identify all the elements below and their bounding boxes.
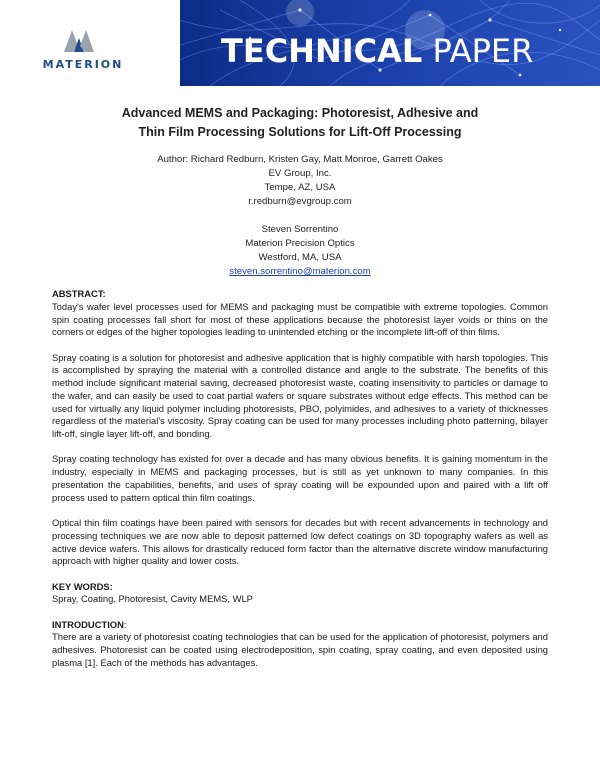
materion-logo [0, 0, 180, 86]
author-email-link-2[interactable]: steven.sorrentino@materion.com [229, 266, 371, 277]
abstract-paragraph-3: Spray coating technology has existed for over a decade and has many obvious benefits. It is gaining momentum in the industry, especially in MEMS and packaging processes, but is still as yet unknown to many companies. In this presentation the capabilities, benefits, and uses of spray coating will be expounded upon and paired with a lift off process used to pattern optical thin film coatings. [52, 453, 548, 503]
materion-mark-icon [64, 30, 94, 52]
banner-title-light: PAPER [422, 32, 534, 70]
paper-title-line-2: Thin Film Processing Solutions for Lift-Off Processing [138, 125, 462, 139]
abstract-paragraph-4: Optical thin film coatings have been paired with sensors for decades but with recent advancements in technology and processing techniques we are now able to deposit patterned low defect coatings on 3D topography wafers as well as active device wafers. This allows for drastically reduced form factor than the alternative discrete window manufacturing approach with higher quality and lower costs. [52, 517, 548, 567]
banner-title [221, 32, 534, 70]
page-header [0, 0, 600, 86]
author-names: Author: Richard Redburn, Kristen Gay, Matt Monroe, Garrett Oakes [157, 154, 443, 165]
paper-title-line-1: Advanced MEMS and Packaging: Photoresist, Adhesive and [121, 106, 479, 120]
introduction-heading [52, 619, 548, 632]
author-email-1: r.redburn@evgroup.com [248, 196, 352, 207]
author-name-2: Steven Sorrentino [261, 224, 339, 235]
author-affiliation-1: EV Group, Inc. [268, 168, 332, 179]
author-affiliation-2: Materion Precision Optics [245, 238, 355, 249]
introduction-heading-colon: : [123, 618, 127, 630]
banner-title-bold: TECHNICAL [221, 32, 423, 70]
keywords-heading: KEY WORDS: [52, 580, 113, 592]
paper-title [0, 104, 600, 142]
introduction-heading-text: INTRODUCTION [52, 618, 124, 630]
author-block [0, 153, 600, 279]
technical-paper-banner [180, 0, 600, 86]
author-location-1: Tempe, AZ, USA [264, 182, 336, 193]
logo-wordmark: MATERION [42, 58, 124, 71]
introduction-paragraph-1: There are a variety of photoresist coating technologies that can be used for the application of photoresist, polymers and adhesives. Photoresist can be coated using electrodeposition, spin coating, spray coating, and even deposited using plasma [1]. Each of the methods has advantages. [52, 631, 548, 668]
paper-body [52, 288, 548, 682]
abstract-heading: ABSTRACT: [52, 288, 106, 299]
abstract-paragraph-1: Today's wafer level processes used for MEMS and packaging must be compatible with extreme topologies. Common spin coating processes fall short for most of these applications because the photoresist layer voids or thins on the corners or edges of the higher topologies leading to unintended etching or the incomplete lift-off of thin films. [52, 300, 548, 338]
keywords-text: Spray, Coating, Photoresist, Cavity MEMS, WLP [52, 593, 253, 605]
author-location-2: Westford, MA, USA [258, 252, 342, 263]
abstract-paragraph-2: Spray coating is a solution for photoresist and adhesive application that is highly compatible with harsh topologies. This is accomplished by spraying the material with a controlled distance and angle to the substrate. The benefits of this method include significant material saving, decreased photoresist waste, coating insensitivity to particles or damage to the wafer, and can easily be used to coat partial wafers or square substrates without edge effects. This method can be used for virtually any liquid polymer including photoresists, PBO, polyimides, and adhesives to a variety of thicknesses regardless of the material's viscosity. Spray coating can be used for many processes including photo patterning, bilayer lift-off, single layer lift-off, and bonding. [52, 351, 548, 440]
